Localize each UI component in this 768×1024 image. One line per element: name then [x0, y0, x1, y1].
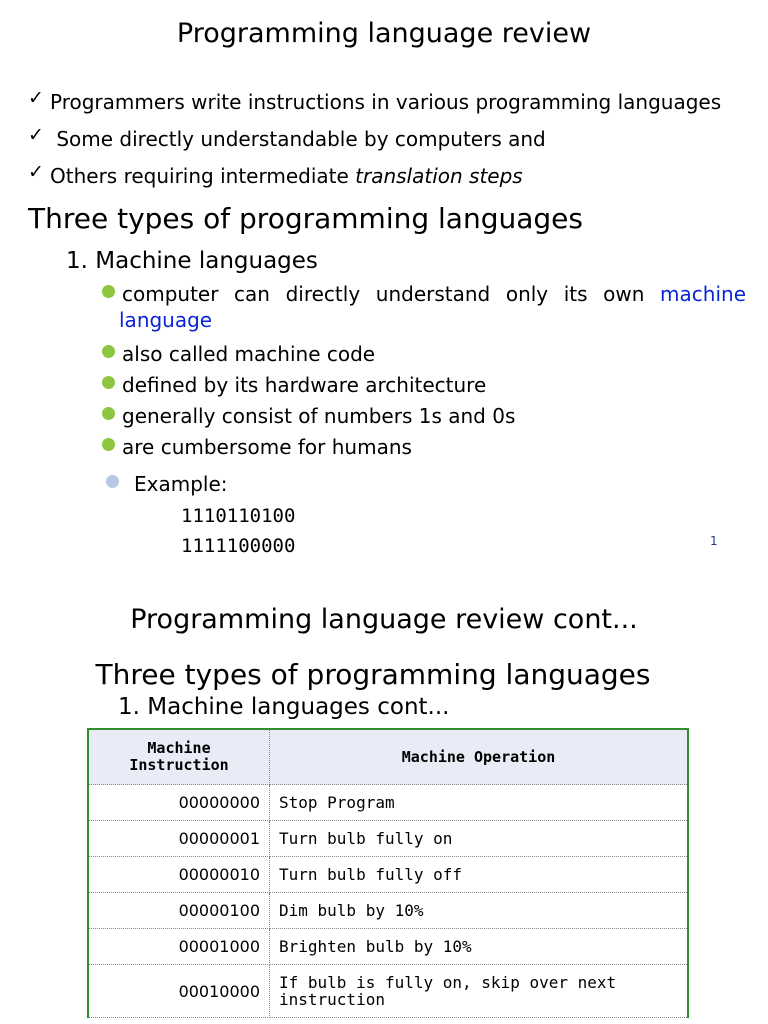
- highlight-text: machine: [660, 282, 746, 306]
- bullet-dot-icon: [102, 376, 115, 389]
- bullet-item: [102, 435, 412, 459]
- page-number: 1: [710, 534, 718, 548]
- bullet-item: [102, 373, 486, 397]
- bullet-text: also called machine code: [122, 342, 376, 366]
- checkmark-icon: ✓: [28, 87, 44, 109]
- table-header-row: [88, 729, 688, 785]
- checkmark-icon: ✓: [28, 124, 44, 146]
- operation-cell: Brighten bulb by 10%: [270, 929, 689, 965]
- instruction-cell: 00000100: [88, 893, 270, 929]
- operation-cell: Dim bulb by 10%: [270, 893, 689, 929]
- table-row: [88, 785, 688, 821]
- instruction-table: [87, 728, 689, 1018]
- check-text: Others requiring intermediate: [50, 164, 356, 188]
- table-row: [88, 821, 688, 857]
- table-row: [88, 893, 688, 929]
- instruction-cell: 00000000: [88, 785, 270, 821]
- operation-cell: Turn bulb fully off: [270, 857, 689, 893]
- bullet-item: [102, 404, 515, 428]
- instruction-cell: 00001000: [88, 929, 270, 965]
- bullet-item: [102, 282, 746, 332]
- check-text: Some directly understandable by computers and: [50, 127, 546, 151]
- example-code-line: 1111100000: [181, 535, 296, 557]
- sub-heading: 1. Machine languages: [66, 248, 318, 274]
- instruction-cell: 00000001: [88, 821, 270, 857]
- slide-title: Programming language review: [176, 18, 592, 49]
- highlight-text: language: [119, 308, 213, 332]
- operation-line: instruction: [279, 990, 385, 1009]
- bullet-dot-icon: [102, 407, 115, 420]
- bullet-dot-icon: [102, 285, 115, 298]
- table-row: [88, 965, 688, 1018]
- column-header-operation: Machine Operation: [270, 729, 689, 785]
- bullet-text: generally consist of numbers 1s and 0s: [122, 404, 516, 428]
- bullet-dot-icon: [102, 345, 115, 358]
- bullet-text: computer can directly understand only its own: [122, 282, 661, 306]
- check-item: [28, 124, 546, 151]
- example-label: Example:: [134, 472, 228, 496]
- operation-line: If bulb is fully on, skip over next: [279, 973, 617, 992]
- example-item: [106, 472, 228, 496]
- instruction-cell: 00000010: [88, 857, 270, 893]
- instruction-cell: 00010000: [88, 965, 270, 1018]
- example-code-line: 1110110100: [181, 505, 296, 527]
- table-row: [88, 857, 688, 893]
- operation-cell: Turn bulb fully on: [270, 821, 689, 857]
- checkmark-icon: ✓: [28, 161, 44, 183]
- slide-title: Programming language review cont...: [130, 604, 638, 635]
- bullet-dot-icon: [102, 438, 115, 451]
- slide-2: [0, 580, 768, 1024]
- check-item: [28, 87, 722, 114]
- bullet-dot-icon: [106, 475, 119, 488]
- bullet-text: defined by its hardware architecture: [122, 373, 487, 397]
- bullet-text: are cumbersome for humans: [122, 435, 412, 459]
- check-item: [28, 161, 523, 188]
- sub-heading: 1. Machine languages cont...: [118, 694, 450, 720]
- operation-cell: [270, 965, 689, 1018]
- check-text-italic: translation steps: [355, 164, 523, 188]
- table-row: [88, 929, 688, 965]
- header-line: Machine: [147, 739, 211, 757]
- operation-cell: Stop Program: [270, 785, 689, 821]
- header-line: Instruction: [129, 756, 229, 774]
- section-heading: Three types of programming languages: [95, 658, 651, 691]
- column-header-instruction: [88, 729, 270, 785]
- section-heading: Three types of programming languages: [28, 202, 583, 235]
- check-text: Programmers write instructions in various programming languages: [50, 90, 722, 114]
- bullet-item: [102, 342, 375, 366]
